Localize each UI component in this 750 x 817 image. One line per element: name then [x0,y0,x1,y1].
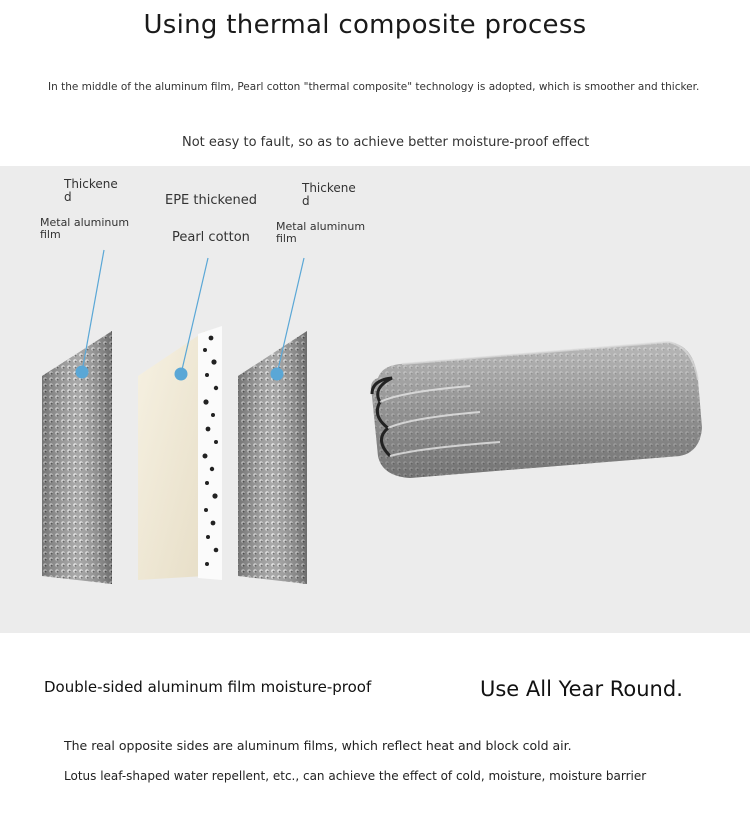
pointer-dot-middle [175,368,188,381]
left-layer-sublabel [40,217,129,241]
pointer-dot-right [271,368,284,381]
feature-moisture-proof: Double-sided aluminum film moisture-proof [44,678,372,696]
description-line-2: Lotus leaf-shaped water repellent, etc., can achieve the effect of cold, moisture, moisture barrier [64,769,647,783]
feature-year-round: Use All Year Round. [480,677,683,701]
middle-foam-layer [138,326,222,580]
label-line: d [302,194,310,208]
pointer-dot-left [76,366,89,379]
description-line-1: The real opposite sides are aluminum films, which reflect heat and block cold air. [64,738,572,753]
product-diagram-panel [0,166,750,633]
rolled-mat-image [371,342,702,478]
label-line: film [276,232,297,245]
right-layer-label [302,182,356,208]
tagline-text: Not easy to fault, so as to achieve better moisture-proof effect [182,135,590,150]
left-layer-label [64,178,118,204]
subtitle-text: In the middle of the aluminum film, Pearl cotton "thermal composite" technology is adopted, which is smoother and thicker. [48,81,700,93]
right-foil-layer [238,331,307,584]
page-title: Using thermal composite process [143,10,587,40]
label-line: d [64,190,72,204]
right-layer-sublabel [276,221,365,245]
label-line: Metal aluminum [276,220,366,233]
label-line: Thickene [64,177,118,191]
label-line: Metal aluminum [40,216,130,229]
label-line: Thickene [302,181,356,195]
middle-layer-label: EPE thickened [165,193,258,208]
label-line: film [40,228,61,241]
middle-layer-sublabel: Pearl cotton [172,230,250,245]
